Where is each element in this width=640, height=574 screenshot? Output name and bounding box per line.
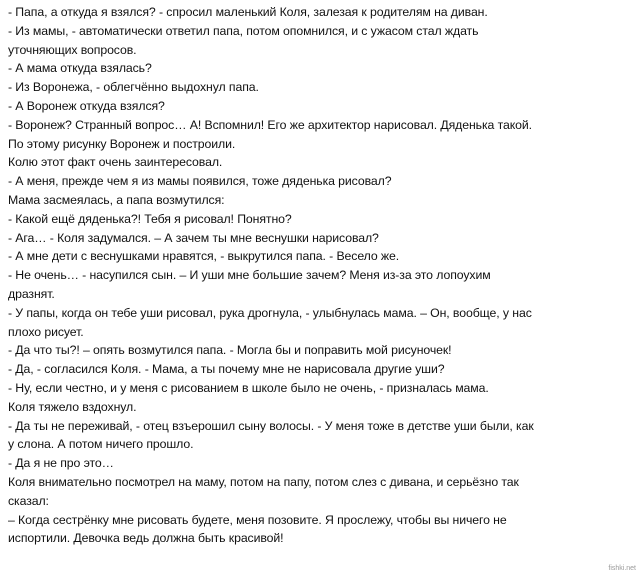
text-line: - Из Воронежа, - облегчённо выдохнул папа.	[8, 80, 259, 95]
text-line: уточняющих вопросов.	[8, 42, 137, 57]
text-line: – Когда сестрёнку мне рисовать будете, меня позовите. Я прослежу, чтобы вы ничего не	[8, 512, 507, 527]
text-line: - Ну, если честно, и у меня с рисованием в школе было не очень, - призналась мама.	[8, 380, 489, 395]
text-line: плохо рисует.	[8, 324, 84, 339]
watermark: fishki.net	[608, 565, 636, 572]
text-line: сказал:	[8, 493, 49, 508]
text-line: испортили. Девочка ведь должна быть красивой!	[8, 531, 284, 546]
text-line: - Воронеж? Странный вопрос… А! Вспомнил! Его же архитектор нарисовал. Дяденька такой.	[8, 117, 532, 132]
text-line: Мама засмеялась, а папа возмутился:	[8, 192, 225, 207]
text-line: - А мама откуда взялась?	[8, 61, 152, 76]
text-line: Колю этот факт очень заинтересовал.	[8, 155, 223, 170]
text-line: По этому рисунку Воронеж и построили.	[8, 136, 236, 151]
text-line: - Какой ещё дяденька?! Тебя я рисовал! Понятно?	[8, 211, 292, 226]
text-line: - Не очень… - насупился сын. – И уши мне большие зачем? Меня из-за это лопоухим	[8, 268, 491, 283]
text-line: - Папа, а откуда я взялся? - спросил маленький Коля, залезая к родителям на диван.	[8, 5, 488, 19]
text-line: Коля внимательно посмотрел на маму, потом на папу, потом слез с дивана, и серьёзно так	[8, 474, 519, 489]
text-line: - А мне дети с веснушками нравятся, - выкрутился папа. - Весело же.	[8, 249, 400, 264]
text-line: Коля тяжело вздохнул.	[8, 399, 137, 414]
text-line: - У папы, когда он тебе уши рисовал, рука дрогнула, - улыбнулась мама. – Он, вообще, у нас	[8, 305, 532, 320]
text-line: - Да, - согласился Коля. - Мама, а ты почему мне не нарисовала другие уши?	[8, 362, 445, 377]
text-line: - Из мамы, - автоматически ответил папа, потом опомнился, и с ужасом стал ждать	[8, 23, 479, 38]
text-line: - А меня, прежде чем я из мамы появился, тоже дяденька рисовал?	[8, 174, 392, 189]
text-line: - Да что ты?! – опять возмутился папа. - Могла бы и поправить мой рисуночек!	[8, 343, 452, 358]
text-line: - А Воронеж откуда взялся?	[8, 98, 165, 113]
text-line: - Ага… - Коля задумался. – А зачем ты мне веснушки нарисовал?	[8, 230, 379, 245]
text-line: у слона. А потом ничего прошло.	[8, 437, 194, 452]
text-line: дразнят.	[8, 286, 55, 301]
text-line: - Да ты не переживай, - отец взъерошил сыну волосы. - У меня тоже в детстве уши были, как	[8, 418, 534, 433]
text-line: - Да я не про это…	[8, 456, 114, 471]
